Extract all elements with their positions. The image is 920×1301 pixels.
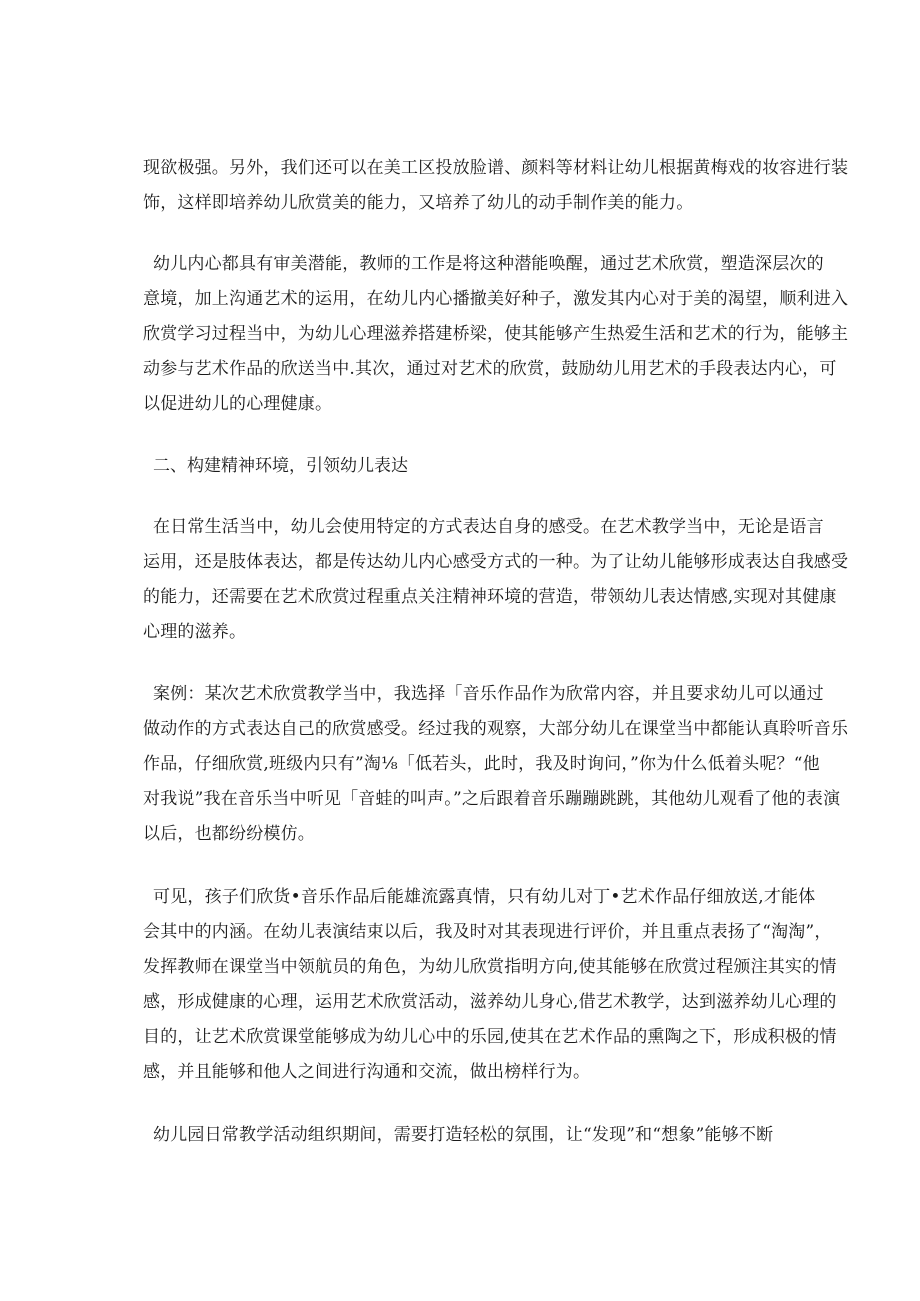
text-line: 对我说”我在音乐当中听见「音蛙的叫声。”之后跟着音乐蹦蹦跳跳，其他幼儿观看了他的表演 — [143, 789, 841, 809]
text-line: 欣赏学习过程当中，为幼儿心理滋养搭建桥梁，使其能够产生热爱生活和艺术的行为，能够主 — [143, 324, 849, 344]
section-heading: 二、构建精神环境，引领幼儿表达 — [153, 456, 408, 476]
text-line: 作品，仔细欣赏,班级内只有”淘⅛「低若头，此时，我及时询问，”你为什么低着头呢？“他 — [143, 754, 820, 774]
text-line: 做动作的方式表达自己的欣赏感受。经过我的观察，大部分幼儿在课堂当中都能认真聆听音乐 — [143, 719, 849, 739]
text-line: 心理的滋养。 — [143, 622, 247, 642]
text-line: 动参与艺术作品的欣送当中.其次，通过对艺术的欣赏，鼓励幼儿用艺术的手段表达内心，可 — [143, 359, 837, 379]
document-page — [143, 151, 849, 1153]
paragraph-daily-expression — [143, 510, 849, 650]
text-line: 以后，也都纷纷模仿。 — [143, 824, 315, 844]
text-line: 目的，让艺术欣赏课堂能够成为幼儿心中的乐园,使其在艺术作品的熏陶之下，形成积极的情 — [143, 1027, 837, 1047]
text-line: 案例：某次艺术欣赏教学当中，我选择「音乐作品作为欣常内容，并且要求幼儿可以通过 — [153, 684, 824, 704]
text-line: 现欲极强。另外，我们还可以在美工区投放脸谱、颜料等材料让幼儿根据黄梅戏的妆容进行装 — [143, 158, 849, 178]
text-line: 可见，孩子们欣货•音乐作品后能雄流露真情，只有幼儿对丁•艺术作品仔细放送,才能体 — [153, 887, 816, 907]
paragraph-continuation — [143, 151, 849, 221]
text-line: 发挥教师在课堂当中领航员的角色，为幼儿欣赏指明方向,使其能够在欣赏过程颁注其实的情 — [143, 957, 837, 977]
text-line: 运用，还是肢体表达，都是传达幼儿内心感受方式的一种。为了让幼儿能够形成表达自我感受 — [143, 552, 849, 572]
paragraph-case-study — [143, 677, 849, 852]
text-line: 会其中的内涵。在幼儿表演结束以后，我及时对其表现进行评价，并且重点表扬了“淘淘”， — [143, 922, 832, 942]
text-line: 的能力，还需要在艺术欣赏过程重点关注精神环境的营造，带领幼儿表达情感,实现对其健康 — [143, 587, 837, 607]
text-line: 感，形成健康的心理，运用艺术欣赏活动，滋养幼儿身心,借艺术教学，达到滋养幼儿心理的 — [143, 992, 837, 1012]
paragraph-conclusion — [143, 880, 837, 1090]
paragraph-aesthetic-potential — [143, 247, 849, 422]
text-line: 意境，加上沟通艺术的运用，在幼儿内心播撤美好种子，激发其内心对于美的渴望，顺利进入 — [143, 289, 849, 309]
text-line: 幼儿园日常教学活动组织期间，需要打造轻松的氛围，让“发现”和“想象”能够不断 — [153, 1125, 774, 1145]
text-line: 饰，这样即培养幼儿欣赏美的能力，又培养了幼儿的动手制作美的能力。 — [143, 193, 694, 213]
text-line: 以促进幼儿的心理健康。 — [143, 394, 333, 414]
text-line: 在日常生活当中，幼儿会使用特定的方式表达自身的感受。在艺术教学当中，无论是语言 — [153, 517, 824, 537]
text-line: 感，并且能够和他人之间进行沟通和交流，做出榜样行为。 — [143, 1062, 591, 1082]
paragraph-kindergarten-activities — [143, 1118, 799, 1153]
text-line: 幼儿内心都具有审美潜能，教师的工作是将这种潜能唤醒，通过艺术欣赏，塑造深层次的 — [153, 254, 824, 274]
